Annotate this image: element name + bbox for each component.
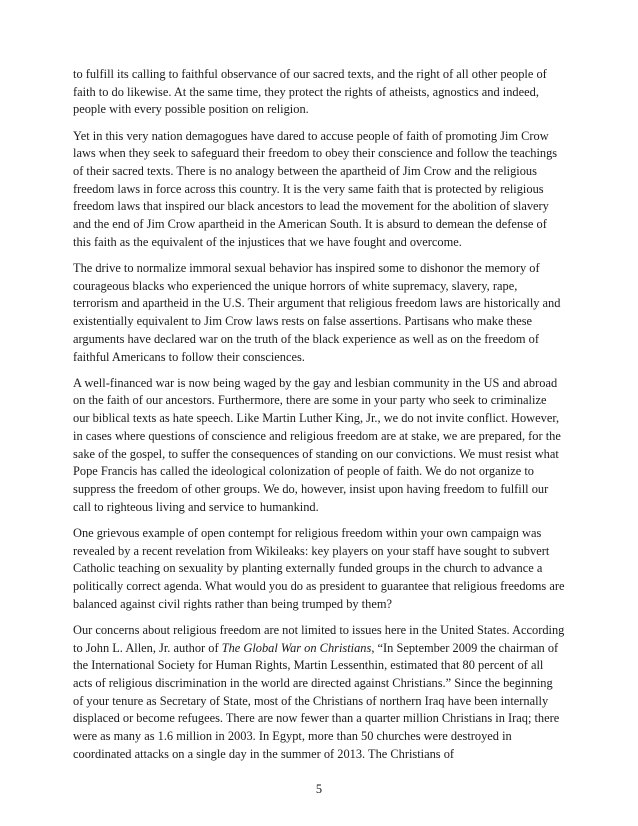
paragraph-jim-crow: Yet in this very nation demagogues have dared to accuse people of faith of promoting Jim Crow laws when they seek to safeguard their freedom to obey their conscience and follow the teachings of their sacred texts. There is no analogy between the apartheid of Jim Crow and the religious freedom laws in force across this country. It is the very same faith that is protected by religious freedom laws that inspired our black ancestors to lead the movement for the abolition of slavery and the end of Jim Crow apartheid in the American South. It is absurd to demean the defense of this faith as the equivalent of the injustices that we have fought and overcome. xyxy=(73,128,558,249)
paragraph-immoral-behavior: The drive to normalize immoral sexual behavior has inspired some to dishonor the memory of courageous blacks who experienced the unique horrors of white supremacy, slavery, rape, terrorism and apartheid in the U.S. Their argument that religious freedom laws are historically and existentially equivalent to Jim Crow laws rests on false assertions. Partisans who make these arguments have declared war on the truth of the black experience as well as on the freedom of faithful Americans to follow their consciences. xyxy=(73,261,561,364)
paragraph-global-concerns xyxy=(73,622,565,764)
paragraph-continuation: to fulfill its calling to faithful observance of our sacred texts, and the right of all other people of faith to do likewise. At the same time, they protect the rights of atheists, agnostics and indeed, people with every possible position on religion. xyxy=(73,67,547,117)
text-after-title: , “In September 2009 the chairman of the International Society for Human Rights, Martin Lessenthin, estimated that 80 percent of all acts of religious discrimination in the world are directed against Christians.” Since the beginning of your tenure as Secretary of State, most of the Christians of northern Iraq have been internally displaced or become refugees. There are now fewer than a quarter million Christians in Iraq; there were as many as 1.6 million in 2003. In Egypt, more than 50 churches were destroyed in coordinated attacks on a single day in the summer of 2013. The Christians of xyxy=(73,640,560,761)
page-number: 5 xyxy=(315,782,323,796)
body-text xyxy=(73,66,565,772)
text-before-title: Our concerns about religious freedom are not limited to issues here in the United States. According to John L. Allen, Jr. author of xyxy=(73,622,565,655)
paragraph-well-financed-war: A well-financed war is now being waged by the gay and lesbian community in the US and abroad on the faith of our ancestors. Furthermore, there are some in your party who seek to criminalize our biblical texts as hate speech. Like Martin Luther King, Jr., we do not invite conflict. However, in cases where questions of conscience and religious freedom are at stake, we are prepared, for the sake of the gospel, to suffer the consequences of standing on our convictions. We must resist what Pope Francis has called the ideological colonization of people of faith. We do not organize to suppress the freedom of other groups. We do, however, insist upon having freedom to fulfill our call to righteous living and service to humankind. xyxy=(73,375,561,514)
paragraph-wikileaks: One grievous example of open contempt for religious freedom within your own campaign was revealed by a recent revelation from Wikileaks: key players on your staff have sought to subvert Catholic teaching on sexuality by planting externally funded groups in the church to advance a politically correct agenda. What would you do as president to guarantee that religious freedoms are balanced against civil rights rather than being trumped by them? xyxy=(73,525,565,611)
book-title: The Global War on Christians xyxy=(221,640,372,655)
